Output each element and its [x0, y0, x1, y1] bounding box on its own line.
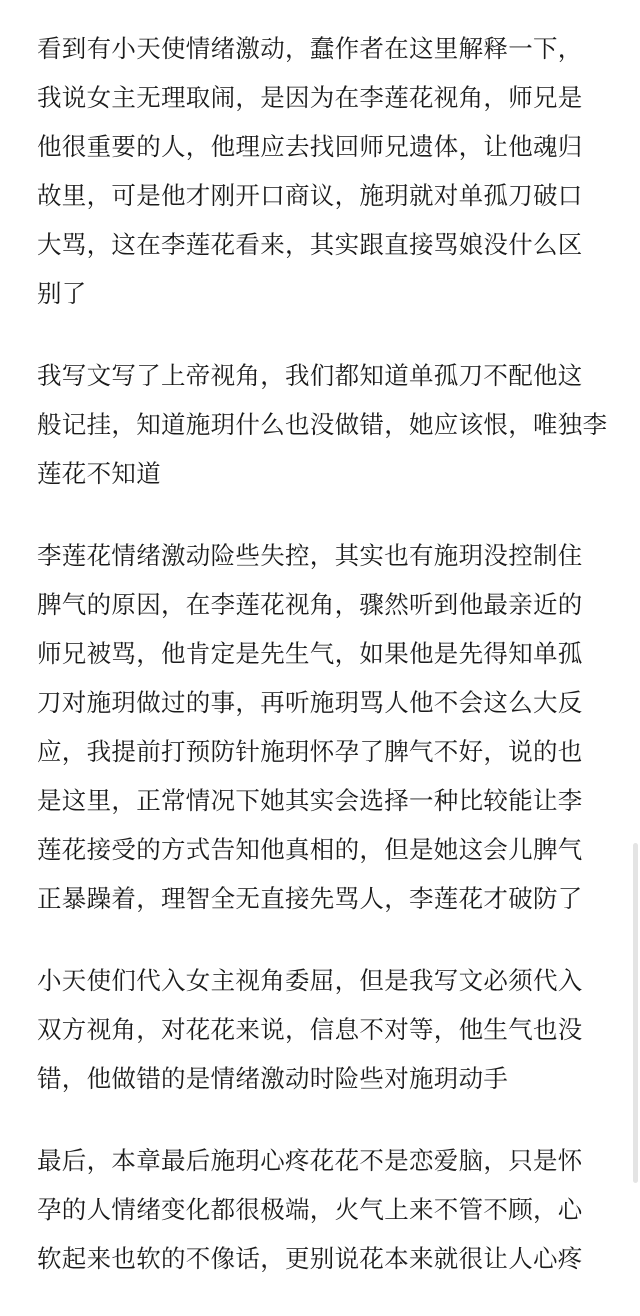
text-line: 师兄被骂，他肯定是先生气，如果他是先得知单孤	[37, 639, 583, 668]
paragraph-5	[37, 1136, 597, 1283]
text-line: 故里，可是他才刚开口商议，施玥就对单孤刀破口	[37, 181, 583, 210]
paragraph-2	[37, 351, 608, 498]
text-line: 孕的人情绪变化都很极端，火气上来不管不顾，心	[37, 1195, 583, 1224]
text-line: 软起来也软的不像话，更别说花本来就很让人心疼	[37, 1244, 583, 1273]
text-line: 小天使们代入女主视角委屈，但是我写文必须代入	[37, 966, 583, 995]
text-line: 最后，本章最后施玥心疼花花不是恋爱脑，只是怀	[37, 1146, 583, 1175]
paragraph-1	[37, 24, 597, 318]
article-body	[37, 24, 608, 1316]
text-line: 是这里，正常情况下她其实会选择一种比较能让李	[37, 786, 583, 815]
text-line: 刀对施玥做过的事，再听施玥骂人他不会这么大反	[37, 688, 583, 717]
paragraph-3	[37, 531, 597, 923]
text-line: 应，我提前打预防针施玥怀孕了脾气不好，说的也	[37, 737, 583, 766]
paragraph-4	[37, 956, 597, 1103]
text-line: 莲花不知道	[37, 459, 161, 488]
text-line: 我说女主无理取闹，是因为在李莲花视角，师兄是	[37, 83, 583, 112]
text-line: 我写文写了上帝视角，我们都知道单孤刀不配他这	[37, 361, 583, 390]
text-line: 脾气的原因，在李莲花视角，骤然听到他最亲近的	[37, 590, 583, 619]
text-line: 般记挂，知道施玥什么也没做错，她应该恨，唯独李	[37, 410, 608, 439]
text-line: 看到有小天使情绪激动，蠢作者在这里解释一下，	[37, 34, 583, 63]
text-line: 正暴躁着，理智全无直接先骂人，李莲花才破防了	[37, 884, 583, 913]
scrollbar[interactable]	[633, 843, 638, 1183]
text-line: 他很重要的人，他理应去找回师兄遗体，让他魂归	[37, 132, 583, 161]
text-line: 大骂，这在李莲花看来，其实跟直接骂娘没什么区	[37, 230, 583, 259]
text-line: 莲花接受的方式告知他真相的，但是她这会儿脾气	[37, 835, 583, 864]
text-line: 错，他做错的是情绪激动时险些对施玥动手	[37, 1064, 509, 1093]
text-line: 李莲花情绪激动险些失控，其实也有施玥没控制住	[37, 541, 583, 570]
text-line: 别了	[37, 279, 87, 308]
text-line: 双方视角，对花花来说，信息不对等，他生气也没	[37, 1015, 583, 1044]
